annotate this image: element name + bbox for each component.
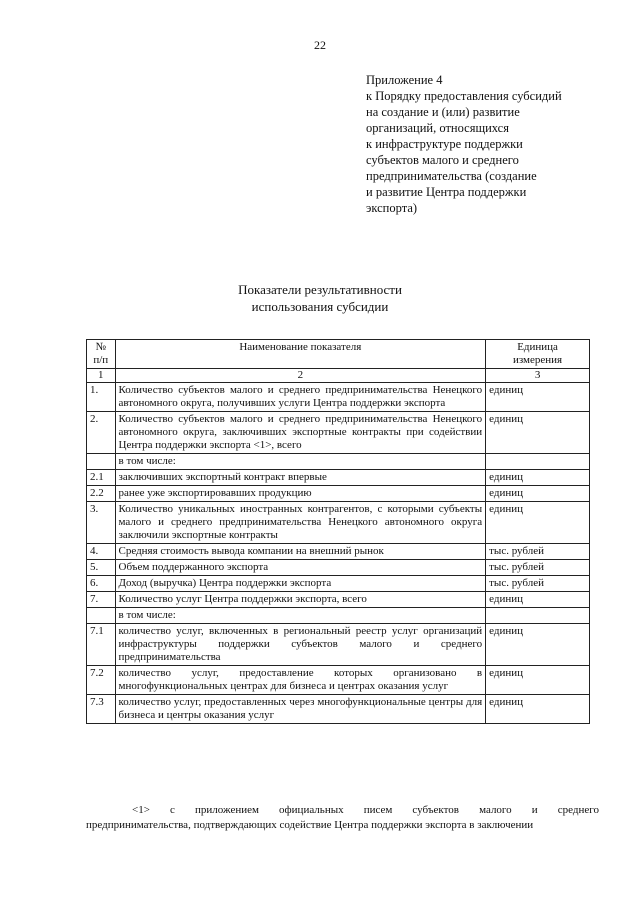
row-number: 2. [87,412,116,454]
row-name: количество услуг, предоставление которых организовано в многофункциональных центрах для бизнеса и центрах оказания услуг [115,666,486,695]
table-row [87,412,590,454]
row-name: Количество услуг Центра поддержки экспорта, всего [115,592,486,608]
row-unit [486,454,590,470]
column-number: 3 [486,369,590,383]
table-row [87,576,590,592]
row-unit [486,608,590,624]
header-row [87,340,590,369]
indicators-table [86,339,590,724]
table-header [87,340,590,383]
table-row [87,383,590,412]
header-unit-line2: измерения [512,354,563,366]
table-row [87,666,590,695]
row-name: Количество уникальных иностранных контрагентов, с которыми субъекты малого и среднего предпринимательства Ненецкого автономного округа заключили экспортные контракты [115,502,486,544]
row-number [87,608,116,624]
row-name: Количество субъектов малого и среднего предпринимательства Ненецкого автономного округа, заключивших экспортные контракты при содействии Центра поддержки экспорта <1>, всего [115,412,486,454]
appendix-line: предпринимательства (создание [366,169,537,183]
row-number: 6. [87,576,116,592]
table-row [87,695,590,724]
row-name: Доход (выручка) Центра поддержки экспорта [115,576,486,592]
header-name: Наименование показателя [115,340,486,369]
row-unit: единиц [486,695,590,724]
table-row [87,454,590,470]
row-unit: единиц [486,486,590,502]
row-name: в том числе: [115,608,486,624]
row-name: в том числе: [115,454,486,470]
row-unit: тыс. рублей [486,576,590,592]
row-unit: тыс. рублей [486,560,590,576]
table-row [87,592,590,608]
row-unit: единиц [486,412,590,454]
row-name: заключивших экспортный контракт впервые [115,470,486,486]
row-unit: единиц [486,666,590,695]
row-number: 7. [87,592,116,608]
table-row [87,544,590,560]
table-row [87,502,590,544]
row-number: 3. [87,502,116,544]
appendix-line: к инфраструктуре поддержки [366,137,523,151]
table-row [87,624,590,666]
column-number-row [87,369,590,383]
header-number [87,340,116,369]
table-row [87,560,590,576]
header-number-line2: п/п [93,354,109,366]
document-title [0,281,640,315]
table-row [87,470,590,486]
row-unit: единиц [486,502,590,544]
header-unit [486,340,590,369]
page-number: 22 [314,38,326,52]
appendix-line: субъектов малого и среднего [366,153,519,167]
row-name: Объем поддержанного экспорта [115,560,486,576]
row-number: 2.1 [87,470,116,486]
row-number: 5. [87,560,116,576]
table-body [87,383,590,724]
footnote [86,803,599,833]
row-number: 4. [87,544,116,560]
row-unit: тыс. рублей [486,544,590,560]
title-line: использования субсидии [251,299,389,314]
row-number: 2.2 [87,486,116,502]
appendix-line: на создание и (или) развитие [366,105,520,119]
appendix-line: экспорта) [366,201,418,215]
row-unit: единиц [486,624,590,666]
row-name: ранее уже экспортировавших продукцию [115,486,486,502]
column-number: 1 [87,369,116,383]
appendix-line: организаций, относящихся [366,121,509,135]
row-number: 7.1 [87,624,116,666]
header-number-line1: № [95,341,106,353]
table-row [87,486,590,502]
appendix-line: Приложение 4 [366,73,443,87]
appendix-header [366,72,616,216]
footnote-line: предпринимательства, подтверждающих содействие Центра поддержки экспорта в заключении [86,819,534,831]
column-number: 2 [115,369,486,383]
appendix-line: к Порядку предоставления субсидий [366,89,562,103]
row-number [87,454,116,470]
title-line: Показатели результативности [238,282,402,297]
row-number: 7.3 [87,695,116,724]
row-name: Количество субъектов малого и среднего предпринимательства Ненецкого автономного округа, получивших услуги Центра поддержки экспорта [115,383,486,412]
row-unit: единиц [486,592,590,608]
header-unit-line1: Единица [517,341,558,353]
footnote-line: <1> с приложением официальных писем субъектов малого и среднего [132,804,599,816]
row-unit: единиц [486,470,590,486]
appendix-line: и развитие Центра поддержки [366,185,527,199]
row-unit: единиц [486,383,590,412]
row-name: количество услуг, включенных в региональный реестр услуг организаций инфраструктуры поддержки субъектов малого и среднего предпринимательства [115,624,486,666]
row-name: количество услуг, предоставленных через многофункциональные центры для бизнеса и центры оказания услуг [115,695,486,724]
table-row [87,608,590,624]
row-number: 1. [87,383,116,412]
row-number: 7.2 [87,666,116,695]
row-name: Средняя стоимость вывода компании на внешний рынок [115,544,486,560]
